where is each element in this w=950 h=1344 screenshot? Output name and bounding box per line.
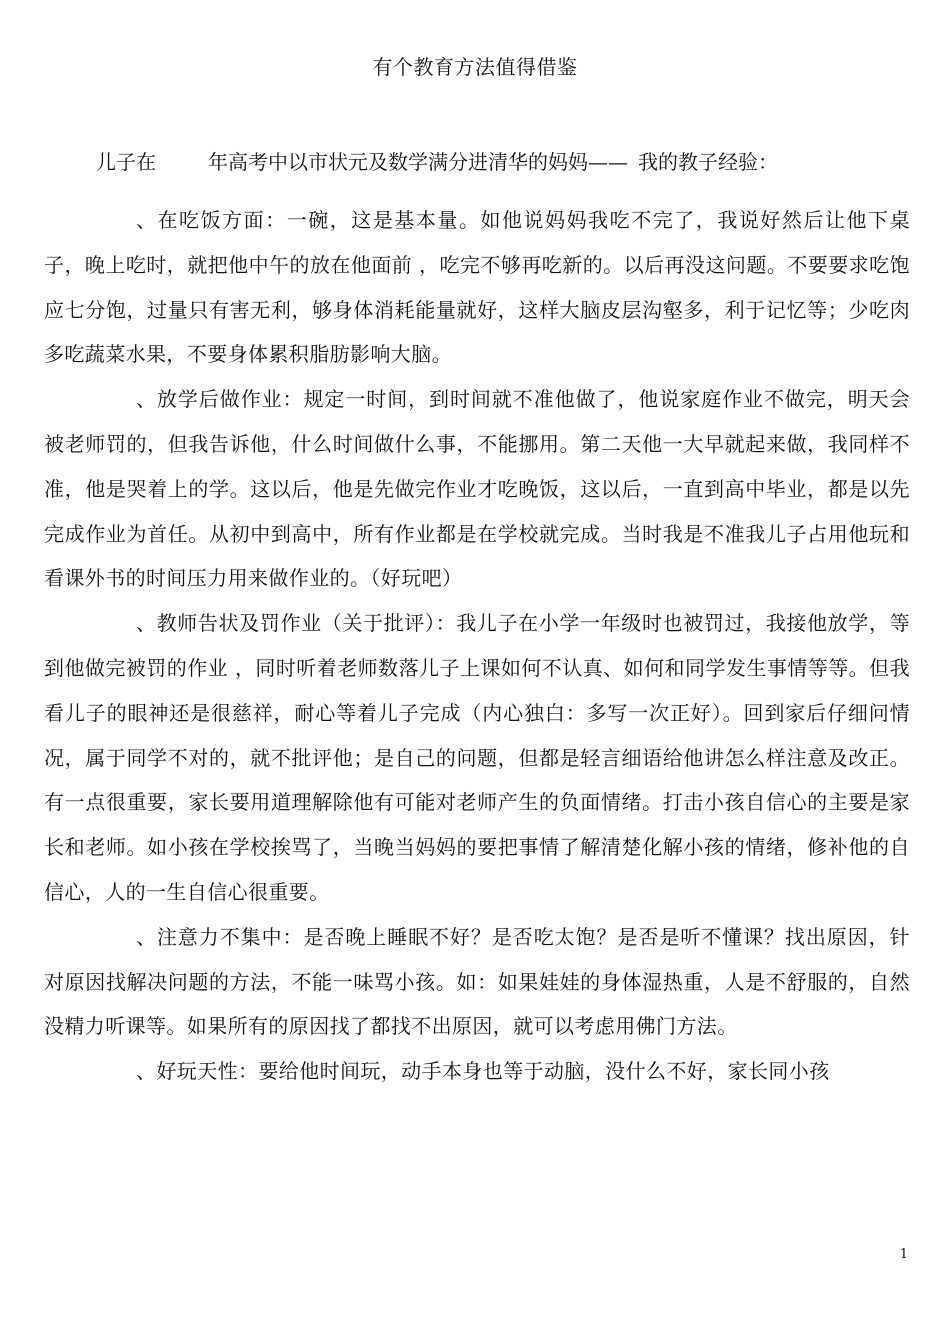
paragraph-homework: 、放学后做作业：规定一时间，到时间就不准他做了，他说家庭作业不做完，明天会被老师罚的，但我告诉他，什么时间做什么事，不能挪用。第二天他一大早就起来做，我同样不准，他是哭着上的学。这以后，他是先做完作业才吃晚饭，这以后，一直到高中毕业，都是以先完成作业为首任。从初中到高中，所有作业都是在学校就完成。当时我是不准我儿子占用他玩和看课外书的时间压力用来做作业的。（好玩吧） bbox=[44, 387, 910, 591]
page-number: 1 bbox=[899, 1247, 908, 1262]
intro-part-2: 年高考中以市状元及数学满分进清华的妈妈—— bbox=[208, 150, 628, 174]
paragraph-attention: 、注意力不集中：是否晚上睡眠不好？是否吃太饱？是否是听不懂课？找出原因，针对原因找解决问题的方法，不能一味骂小孩。如：如果娃娃的身体湿热重，人是不舒服的，自然没精力听课等。如果所有的原因找了都找不出原因，就可以考虑用佛门方法。 bbox=[44, 924, 910, 1039]
intro-part-3: 我的教子经验： bbox=[638, 150, 778, 174]
intro-part-1: 儿子在 bbox=[96, 150, 156, 174]
intro-line bbox=[96, 148, 778, 176]
document-body bbox=[44, 198, 910, 1094]
paragraph-criticism: 、教师告状及罚作业（关于批评）：我儿子在小学一年级时也被罚过，我接他放学，等到他做完被罚的作业 ，同时听着老师数落儿子上课如何不认真、如何和同学发生事情等等。但我看儿子的眼神还是很慈祥，耐心等着儿子完成（内心独白：多写一次正好）。回到家后仔细问情况，属于同学不对的，就不批评他；是自己的问题，但都是轻言细语给他讲怎么样注意及改正。有一点很重要，家长要用道理解除他有可能对老师产生的负面情绪。打击小孩自信心的主要是家长和老师。如小孩在学校挨骂了，当晚当妈妈的要把事情了解清楚化解小孩的情绪，修补他的自信心，人的一生自信心很重要。 bbox=[44, 611, 910, 904]
paragraph-diet: 、在吃饭方面：一碗，这是基本量。如他说妈妈我吃不完了，我说好然后让他下桌子，晚上吃时，就把他中午的放在他面前 ，吃完不够再吃新的。以后再没这问题。不要要求吃饱应七分饱，过量只有害无利，够身体消耗能量就好，这样大脑皮层沟壑多，利于记忆等；少吃肉多吃蔬菜水果，不要身体累积脂肪影响大脑。 bbox=[44, 208, 910, 367]
paragraph-play: 、好玩天性：要给他时间玩，动手本身也等于动脑，没什么不好，家长同小孩 bbox=[136, 1059, 830, 1084]
document-title: 有个教育方法值得借鉴 bbox=[372, 55, 578, 79]
